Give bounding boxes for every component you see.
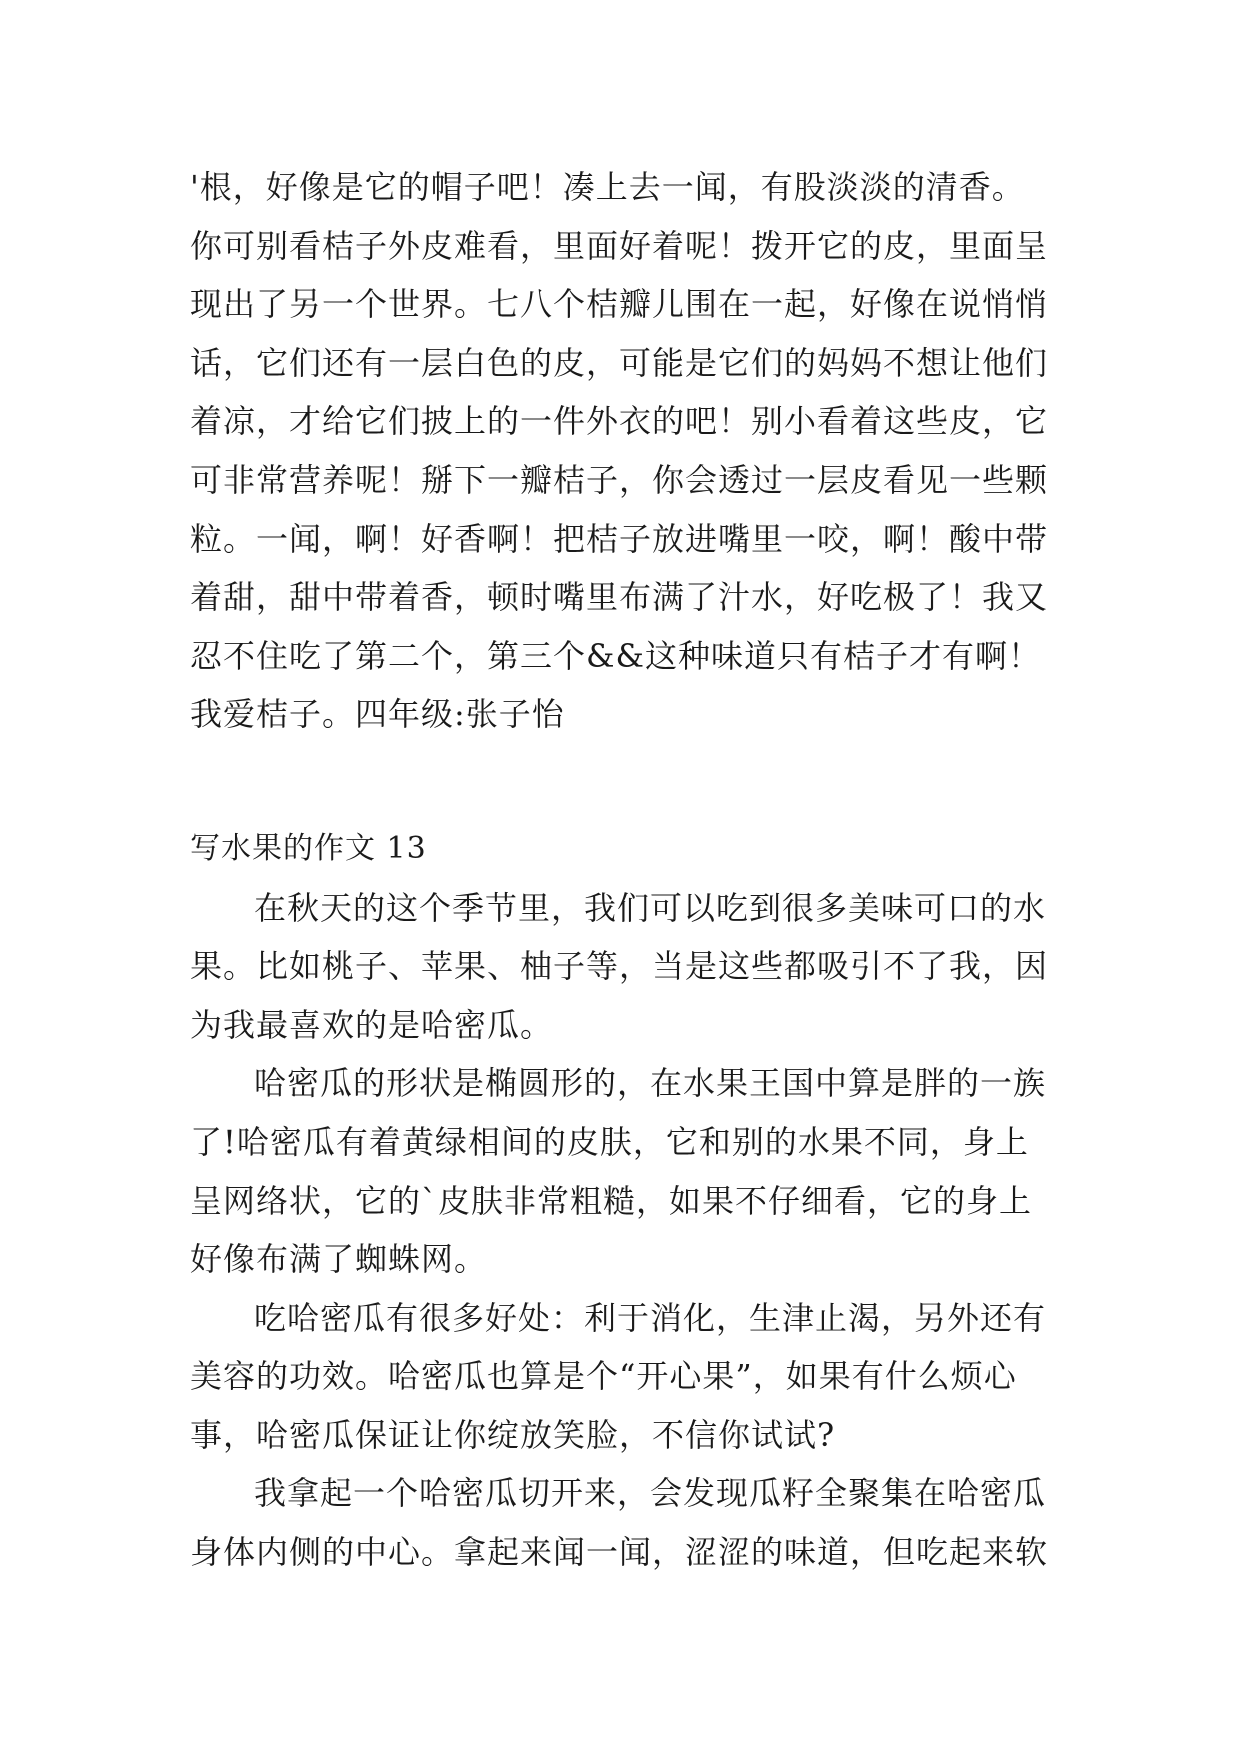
text-line: 呈网络状，它的`皮肤非常粗糙，如果不仔细看，它的身上: [190, 1181, 1033, 1220]
text-line: 我爱桔子。四年级:张子怡: [190, 695, 565, 734]
text-line: 忍不住吃了第二个，第三个&&这种味道只有桔子才有啊！: [190, 636, 1041, 675]
paragraph: [190, 1054, 1065, 1288]
text-line: 着凉，才给它们披上的一件外衣的吧！别小看着这些皮，它: [190, 402, 1049, 441]
text-line: 可非常营养呢！掰下一瓣桔子，你会透过一层皮看见一些颗: [190, 460, 1049, 499]
text-line: 在秋天的这个季节里，我们可以吃到很多美味可口的水: [254, 888, 1047, 927]
section-gap: [190, 744, 1065, 820]
document-body: [190, 158, 1065, 1582]
paragraph: [190, 879, 1065, 1055]
paragraph: [190, 1289, 1065, 1465]
text-line: 美容的功效。哈密瓜也算是个“开心果”，如果有什么烦心: [190, 1357, 1017, 1396]
text-line: 粒。一闻，啊！好香啊！把桔子放进嘴里一咬，啊！酸中带: [190, 519, 1049, 558]
text-line: 了!哈密瓜有着黄绿相间的皮肤，它和别的水果不同，身上: [190, 1122, 1029, 1161]
text-line: 着甜，甜中带着香，顿时嘴里布满了汁水，好吃极了！我又: [190, 578, 1049, 617]
text-line: 事，哈密瓜保证让你绽放笑脸，不信你试试?: [190, 1415, 836, 1454]
text-line: 你可别看桔子外皮难看，里面好着呢！拨开它的皮，里面呈: [190, 226, 1049, 265]
article-13: [190, 820, 1065, 1582]
text-line: 现出了另一个世界。七八个桔瓣儿围在一起，好像在说悄悄: [190, 285, 1049, 324]
text-line: 哈密瓜的形状是椭圆形的，在水果王国中算是胖的一族: [254, 1064, 1047, 1103]
text-line: 果。比如桃子、苹果、柚子等，当是这些都吸引不了我，因: [190, 947, 1049, 986]
text-line: 我拿起一个哈密瓜切开来，会发现瓜籽全聚集在哈密瓜: [254, 1474, 1047, 1513]
article-title: 写水果的作文 13: [190, 830, 427, 866]
text-line: 为我最喜欢的是哈密瓜。: [190, 1005, 554, 1044]
text-line: 话，它们还有一层白色的皮，可能是它们的妈妈不想让他们: [190, 343, 1049, 382]
text-line: 身体内侧的中心。拿起来闻一闻，涩涩的味道，但吃起来软: [190, 1533, 1049, 1572]
text-line: 好像布满了蜘蛛网。: [190, 1240, 488, 1279]
text-line: '根，好像是它的帽子吧！凑上去一闻，有股淡淡的清香。: [190, 168, 1025, 206]
text-line: 吃哈密瓜有很多好处：利于消化，生津止渴，另外还有: [254, 1298, 1047, 1337]
paragraph: [190, 1464, 1065, 1581]
article-continued: [190, 158, 1065, 744]
